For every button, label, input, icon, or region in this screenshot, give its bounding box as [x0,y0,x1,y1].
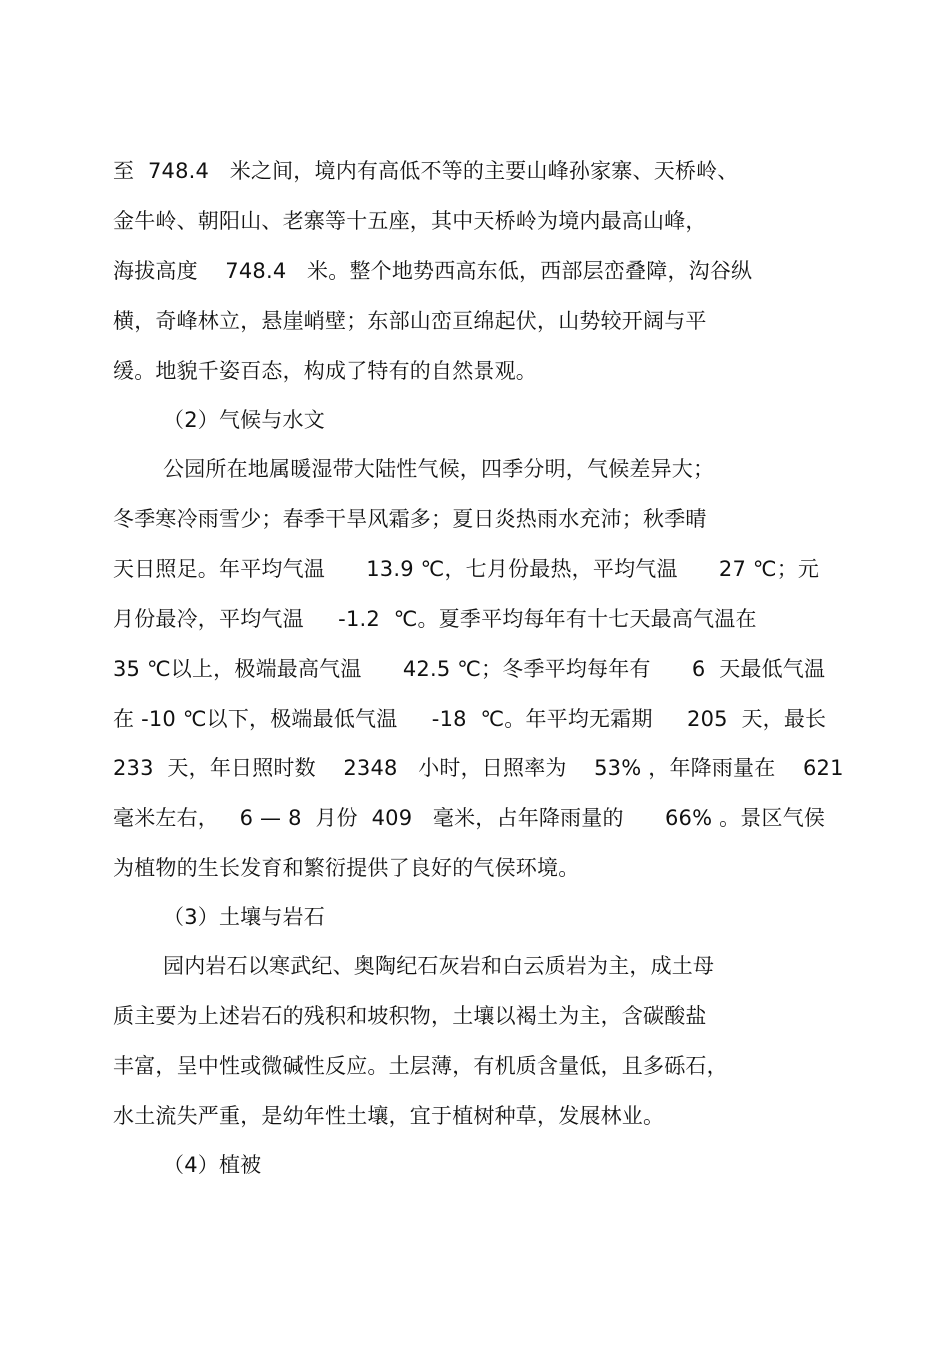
paragraph-line: 月份最冷，平均气温 -1.2 ℃。夏季平均每年有十七天最高气温在 [113,607,757,631]
section-heading-vegetation: （4）植被 [163,1153,262,1177]
section-heading-soil: （3）土壤与岩石 [163,905,325,929]
paragraph-line: 35 ℃以上，极端最高气温 42.5 ℃；冬季平均每年有 6 天最低气温 [113,657,826,681]
paragraph-line: 海拔高度 748.4 米。整个地势西高东低，西部层峦叠障，沟谷纵 [113,259,753,283]
paragraph-line: 园内岩石以寒武纪、奥陶纪石灰岩和白云质岩为主，成土母 [163,954,715,978]
paragraph-line: 在 -10 ℃以下，极端最低气温 -18 ℃。年平均无霜期 205 天，最长 [113,707,827,731]
paragraph-line: 横，奇峰林立，悬崖峭壁；东部山峦亘绵起伏，山势较开阔与平 [113,309,707,333]
paragraph-line: 公园所在地属暖湿带大陆性气候，四季分明，气候差异大； [163,457,715,481]
paragraph-line: 质主要为上述岩石的残积和坡积物，土壤以褐土为主，含碳酸盐 [113,1004,707,1028]
paragraph-line: 至 748.4 米之间，境内有高低不等的主要山峰孙家寨、天桥岭、 [113,159,739,183]
paragraph-line: 为植物的生长发育和繁衍提供了良好的气侯环境。 [113,856,580,880]
paragraph-line: 缓。地貌千姿百态，构成了特有的自然景观。 [113,359,537,383]
section-heading-climate: （2）气候与水文 [163,408,325,432]
paragraph-line: 冬季寒冷雨雪少；春季干旱风霜多；夏日炎热雨水充沛；秋季晴 [113,507,707,531]
paragraph-line: 水土流失严重，是幼年性土壤，宜于植树种草，发展林业。 [113,1104,665,1128]
paragraph-line: 233 天，年日照时数 2348 小时，日照率为 53% ，年降雨量在 621 [113,756,844,780]
paragraph-line: 丰富，呈中性或微碱性反应。土层薄，有机质含量低，且多砾石， [113,1054,728,1078]
paragraph-line: 天日照足。年平均气温 13.9 ℃，七月份最热，平均气温 27 ℃；元 [113,557,820,581]
paragraph-line: 金牛岭、朝阳山、老寨等十五座，其中天桥岭为境内最高山峰， [113,209,707,233]
paragraph-line: 毫米左右， 6 — 8 月份 409 毫米，占年降雨量的 66% 。景区气侯 [113,806,826,830]
